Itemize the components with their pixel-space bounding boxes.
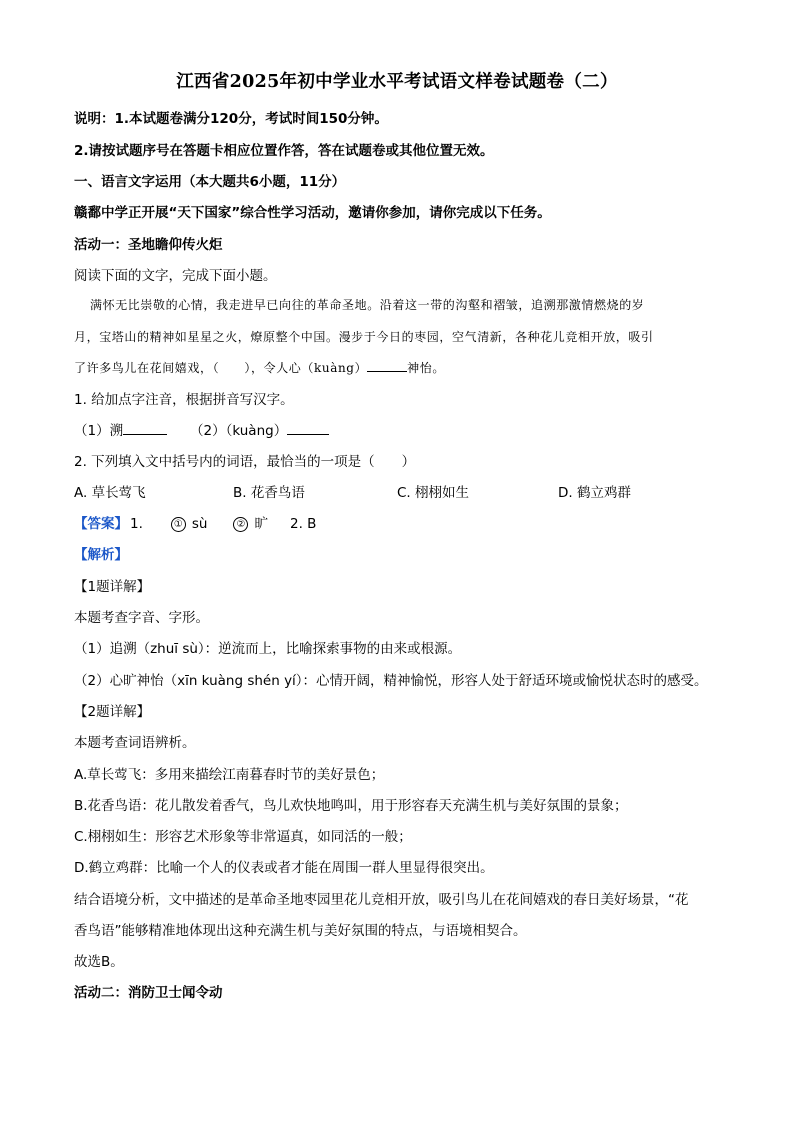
detail-2-summary-2: 香鸟语”能够精准地体现出这种充满生机与美好氛围的特点，与语境相契合。: [74, 923, 527, 939]
passage-line-2: 月，宝塔山的精神如星星之火，燎原整个中国。漫步于今日的枣园，空气清新，各种花儿竞相开放，吸引: [74, 330, 654, 344]
analysis-tag: 【解析】: [74, 547, 128, 563]
activity-intro: 赣鄱中学正开展“天下国家”综合性学习活动，邀请你参加，请你完成以下任务。: [74, 205, 551, 221]
passage-line-1: 满怀无比崇敬的心情，我走进早已向往的革命圣地。沿着这一带的沟壑和褶皱，追溯那激情燃烧的岁: [90, 298, 645, 312]
note-1: 说明：1.本试题卷满分120分，考试时间150分钟。: [74, 111, 388, 127]
detail-1-line-3: （2）心旷神怡（xīn kuàng shén yí）：心情开阔，精神愉悦，形容人处于舒适环境或愉悦状态时的感受。: [74, 673, 708, 689]
activity-2-heading: 活动二：消防卫士闻令动: [74, 985, 223, 1001]
note-2: 2.请按试题序号在答题卡相应位置作答，答在试题卷或其他位置无效。: [74, 143, 494, 159]
passage-line-3-end: 神怡。: [407, 361, 445, 375]
passage-line-3: [74, 359, 738, 377]
detail-1-line-1: 本题考查字音、字形。: [74, 610, 209, 626]
detail-1-heading: 【1题详解】: [74, 579, 151, 595]
detail-2-conclusion: 故选B。: [74, 954, 124, 970]
question-1-part-2: [190, 422, 329, 440]
reading-instruction: 阅读下面的文字，完成下面小题。: [74, 268, 277, 284]
circled-number-2: ②: [233, 517, 248, 532]
activity-1-heading: 活动一：圣地瞻仰传火炬: [74, 237, 223, 253]
page-title: 江西省2025年初中学业水平考试语文样卷试题卷（二）: [176, 72, 618, 92]
answer-line: [74, 515, 316, 533]
answer-1-value: sù: [191, 516, 208, 532]
detail-2-line-1: 本题考查词语辨析。: [74, 735, 196, 751]
detail-2-summary-1: 结合语境分析，文中描述的是革命圣地枣园里花儿竞相开放，吸引鸟儿在花间嬉戏的春日美好场景，“花: [74, 892, 689, 908]
q1-part-2-blank: [287, 434, 329, 435]
circled-number-1: ①: [171, 517, 186, 532]
detail-1-line-2: （1）追溯（zhuī sù）：逆流而上，比喻探索事物的由来或根源。: [74, 641, 462, 657]
detail-2-heading: 【2题详解】: [74, 704, 151, 720]
question-2-stem: 2. 下列填入文中括号内的词语，最恰当的一项是（ ）: [74, 454, 416, 470]
answer-q1-number: 1.: [130, 516, 143, 532]
option-b: B. 花香鸟语: [233, 485, 305, 501]
detail-2-option-c: C.栩栩如生：形容艺术形象等非常逼真，如同活的一般；: [74, 829, 412, 845]
option-c: C. 栩栩如生: [397, 485, 470, 501]
detail-2-option-a: A.草长莺飞：多用来描绘江南暮春时节的美好景色；: [74, 767, 385, 783]
question-1-part-1: [74, 422, 167, 440]
answer-tag: 【答案】: [74, 516, 128, 532]
answer-2-value: 旷: [254, 516, 268, 532]
detail-2-option-d: D.鹤立鸡群：比喻一个人的仪表或者才能在周围一群人里显得很突出。: [74, 860, 494, 876]
detail-2-option-b: B.花香鸟语：花儿散发着香气，鸟儿欢快地鸣叫，用于形容春天充满生机与美好氛围的景象；: [74, 798, 628, 814]
q1-part-1-blank: [123, 434, 167, 435]
passage-line-3-text: 了许多鸟儿在花间嬉戏，（ ），令人心（kuàng）: [74, 361, 368, 375]
answer-q2: 2. B: [289, 516, 317, 532]
question-1-stem: 1. 给加点字注音，根据拼音写汉字。: [74, 392, 294, 408]
option-d: D. 鹤立鸡群: [558, 485, 631, 501]
section-heading: 一、语言文字运用（本大题共6小题，11分）: [74, 174, 346, 190]
q1-part-2-label: （2）（kuàng）: [190, 423, 288, 439]
answer-blank: [367, 371, 407, 372]
q1-part-1-label: （1）溯: [74, 423, 124, 439]
option-a: A. 草长莺飞: [74, 485, 146, 501]
